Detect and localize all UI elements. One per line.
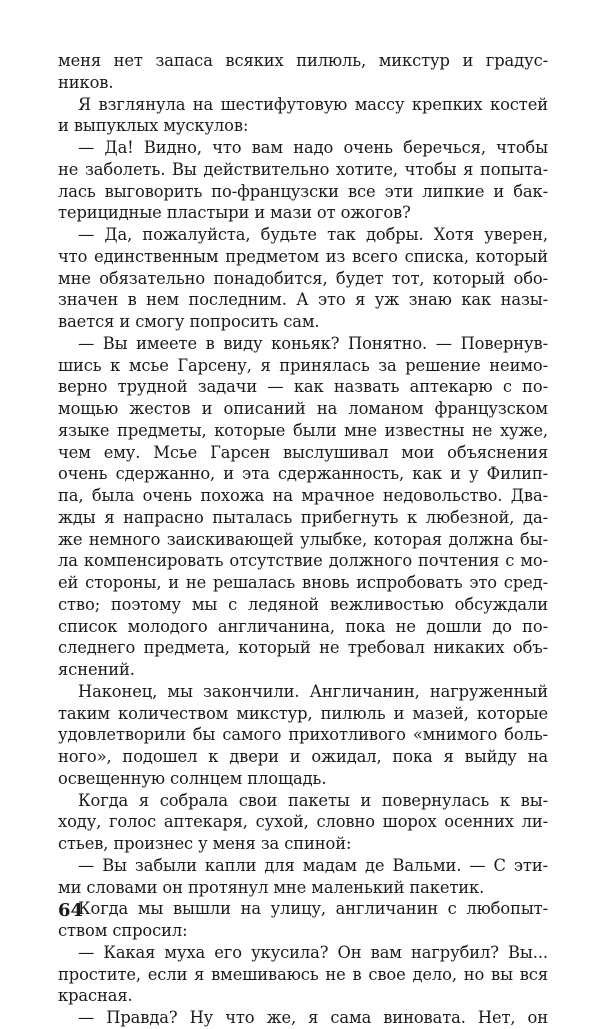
text-line: значен в нем последним. А это я уж знаю как назы-: [58, 290, 548, 310]
text-line: вается и смогу попросить сам.: [58, 312, 320, 331]
text-line: ством спросил:: [58, 921, 188, 940]
text-line: Когда мы вышли на улицу, англичанин с любопыт-: [78, 899, 548, 919]
text-line: не заболеть. Вы действительно хотите, чтобы я попыта-: [58, 159, 548, 179]
text-line: — Вы забыли капли для мадам де Вальми. — С эти-: [78, 855, 548, 875]
text-line: — Да! Видно, что вам надо очень беречься, чтобы: [78, 138, 548, 157]
text-line: ей стороны, и не решалась вновь испробовать это сред-: [58, 573, 548, 592]
text-line: лась выговорить по-французски все эти липкие и бак-: [58, 181, 548, 201]
text-line: и выпуклых мускулов:: [58, 116, 249, 136]
text-line: стьев, произнес у меня за спиной:: [58, 834, 352, 853]
text-line: меня нет запаса всяких пилюль, микстур и градус-: [58, 51, 548, 70]
text-line: — Правда? Ну что же, я сама виновата. Нет, он: [78, 1008, 548, 1027]
text-line: простите, если я вмешиваюсь не в свое дело, но вы вся: [58, 964, 548, 984]
page-number: 64: [58, 900, 84, 921]
text-line: яснений.: [58, 660, 135, 679]
text-line: ми словами он протянул мне маленький пакетик.: [58, 877, 485, 897]
text-line: таким количеством микстур, пилюль и мазей, которые: [58, 703, 548, 723]
text-line: жды я напрасно пыталась прибегнуть к любезной, да-: [58, 507, 548, 527]
text-line: же немного заискивающей улыбке, которая должна бы-: [58, 529, 548, 549]
text-line: освещенную солнцем площадь.: [58, 768, 327, 788]
text-line: мощью жестов и описаний на ломаном французском: [58, 399, 548, 418]
text-line: — Вы имеете в виду коньяк? Понятно. — Повернув-: [78, 333, 548, 353]
text-line: чем ему. Мсье Гарсен выслушивал мои объяснения: [58, 442, 548, 462]
text-line: — Да, пожалуйста, будьте так добры. Хотя уверен,: [78, 225, 548, 244]
text-line: красная.: [58, 986, 133, 1006]
text-line: Когда я собрала свои пакеты и повернулась к вы-: [78, 790, 548, 810]
text-line: ство; поэтому мы с ледяной вежливостью обсуждали: [58, 594, 548, 614]
text-line: следнего предмета, который не требовал никаких объ-: [58, 638, 548, 658]
text-line: па, была очень похожа на мрачное недовольство. Два-: [58, 486, 548, 505]
text-line: ников.: [58, 72, 114, 92]
text-line: список молодого англичанина, пока не дошли до по-: [58, 616, 548, 636]
text-line: ла компенсировать отсутствие должного почтения с мо-: [58, 551, 548, 571]
text-line: удовлетворили бы самого прихотливого «мнимого боль-: [58, 725, 548, 745]
text-line: что единственным предметом из всего списка, который: [58, 246, 548, 266]
text-line: — Какая муха его укусила? Он вам нагрубил? Вы...: [78, 942, 548, 962]
text-line: мне обязательно понадобится, будет тот, который обо-: [58, 268, 548, 288]
text-line: языке предметы, которые были мне известны не хуже,: [58, 420, 548, 440]
text-line: терицидные пластыри и мази от ожогов?: [58, 203, 411, 223]
text-line: Я взглянула на шестифутовую массу крепких костей: [78, 94, 548, 114]
text-line: Наконец, мы закончили. Англичанин, нагруженный: [78, 681, 548, 701]
text-line: верно трудной задачи — как назвать аптекарю с по-: [58, 377, 548, 397]
text-line: очень сдержанно, и эта сдержанность, как и у Филип-: [58, 464, 548, 484]
text-line: ного», подошел к двери и ожидал, пока я выйду на: [58, 747, 548, 766]
text-line: шись к мсье Гарсену, я принялась за решение неимо-: [58, 355, 548, 375]
text-line: ходу, голос аптекаря, сухой, словно шорох осенних ли-: [58, 812, 548, 832]
body-text: [58, 50, 548, 1029]
